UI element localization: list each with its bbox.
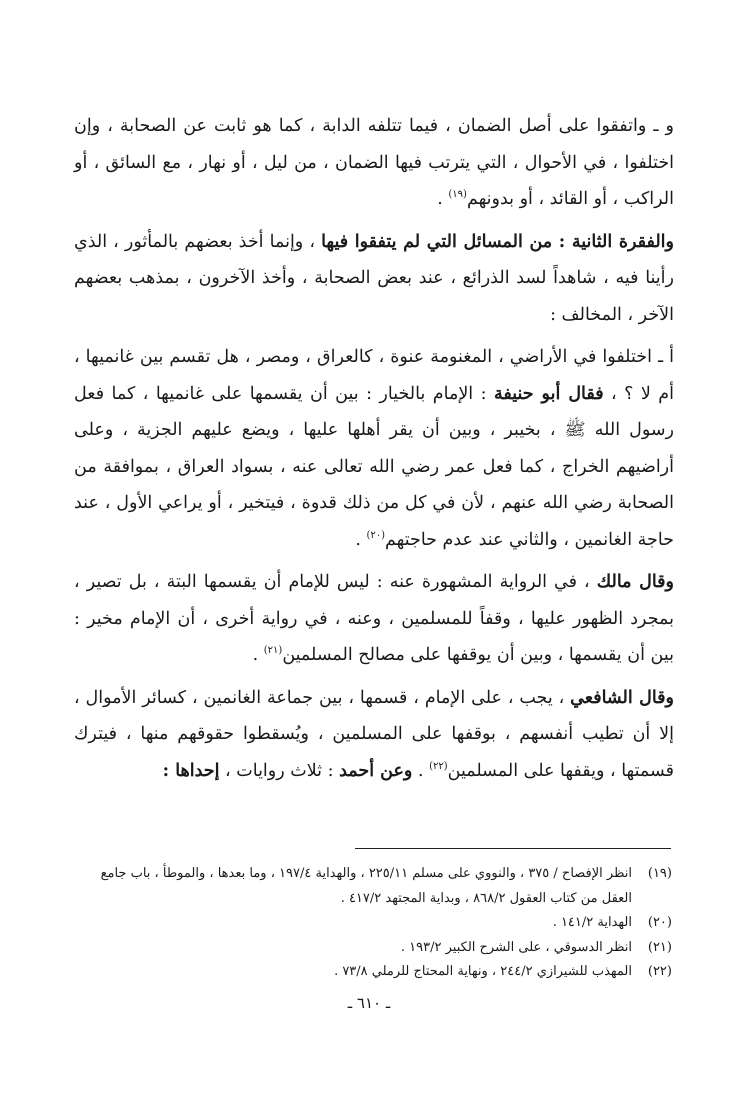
footnote-text: انظر الدسوقي ، على الشرح الكبير ١٩٣/٢ .: [400, 939, 632, 955]
footnote-ref-20[interactable]: (٢٠): [366, 529, 386, 541]
text-run: .: [412, 760, 430, 781]
footnote-number: (٢١): [647, 939, 672, 955]
text-run: .: [437, 189, 449, 209]
footnote-ref-21[interactable]: (٢١): [263, 645, 283, 657]
bold-name: وقال الشافعي: [570, 687, 674, 708]
paragraph-1: [74, 108, 674, 218]
bold-heading: والفقرة الثانية : من المسائل التي لم يتفقوا فيها: [321, 231, 674, 252]
footnote-ref-22[interactable]: (٢٢): [429, 760, 448, 772]
text-run: : الإمام بالخيار : بين أن يقسمها على غانميها ، كما فعل رسول الله ﷺ ، بخيبر ، وبين أن يقر أهلها عليها ، ويضع عليهم الجزية ، وعلى أراضيهم الخراج ، كما فعل عمر رضي الله تعالى عنه ، بسواد العراق ، بموافقة من الصحابة رضي الله عنهم ، لأن في كل من ذلك قدوة ، فيتخير ، أو يراعي الأول ، عند حاجة الغانمين ، والثاني عند عدم حاجتهم: [74, 383, 674, 550]
footnote-number: (٢٠): [647, 915, 672, 930]
footnote-text: المهذب للشيرازي ٢٤٤/٢ ، ونهاية المحتاج للرملي ٧٣/٨ .: [334, 964, 632, 979]
text-run: .: [252, 645, 264, 665]
text-run: .: [355, 529, 367, 550]
paragraph-5: [74, 680, 674, 790]
text-run: ، يجب ، على الإمام ، قسمها ، بين جماعة الغانمين ، كسائر الأموال ، إلا أن تطيب أنفسهم ، بوقفها على المسلمين ، ويُسقطوا حقوقهم منها ، فيترك قسمتها ، ويقفها على المسلمين: [74, 687, 674, 781]
footnote-ref-19[interactable]: (١٩): [448, 189, 467, 201]
footnote-22: [74, 960, 672, 985]
text-run: أ ـ اختلفوا في الأراضي ، المغنومة عنوة ، كالعراق ، ومصر ، هل تقسم بين غانميها ، أم لا ؟ ،: [74, 347, 675, 404]
footnotes: [74, 862, 672, 985]
footnote-text: انظر الإفصاح / ٣٧٥ ، والنووي على مسلم ٢٢٥/١١ ، والهداية ١٩٧/٤ ، وما بعدها ، والموطأ ، باب جامع العقل من كتاب العقول ٨٦٨/٢ ، وبداية المجتهد ٤١٧/٢ .: [100, 866, 632, 906]
bold-name: إحداها :: [162, 760, 220, 781]
text-run: ، في الرواية المشهورة عنه : ليس للإمام أن يقسمها البتة ، بل تصير ، بمجرد الظهور عليها ، وقفاً للمسلمين ، وعنه ، في رواية أخرى ، أن الإمام مخير : بين أن يقسمها ، وبين أن يوقفها على مصالح المسلمين: [74, 572, 674, 665]
page-number: ـ ٦١٠ ـ: [347, 994, 391, 1012]
paragraph-4: [74, 564, 674, 674]
text-run: : ثلاث روايات ،: [219, 760, 340, 781]
text-run: و ـ واتفقوا على أصل الضمان ، فيما تتلفه الدابة ، كما هو ثابت عن الصحابة ، وإن اختلفوا ، في الأحوال ، التي يترتب فيها الضمان ، من ليل ، أو نهار ، مع السائق ، أو الراكب ، أو القائد ، أو بدونهم: [74, 116, 674, 209]
footnote-21: [74, 936, 672, 961]
text-run: ، وإنما أخذ بعضهم بالمأثور ، الذي رأينا فيه ، شاهداً لسد الذرائع ، عند بعض الصحابة ، وأخذ الآخرون ، بمذهب بعضهم الآخر ، المخالف :: [74, 231, 674, 325]
footnote-number: (١٩): [647, 866, 672, 881]
bold-name: وقال مالك: [596, 572, 674, 592]
main-text: [74, 108, 674, 789]
paragraph-3: [74, 339, 674, 558]
bold-name: فقال أبو حنيفة: [493, 383, 604, 404]
footnote-19: [74, 862, 672, 911]
footnote-divider: [355, 848, 671, 849]
bold-name: وعن أحمد: [339, 760, 413, 781]
paragraph-2: [74, 224, 674, 334]
footnote-number: (٢٢): [647, 964, 672, 979]
footnote-20: [74, 911, 672, 936]
footnote-text: الهداية ١٤١/٢ .: [552, 915, 632, 930]
